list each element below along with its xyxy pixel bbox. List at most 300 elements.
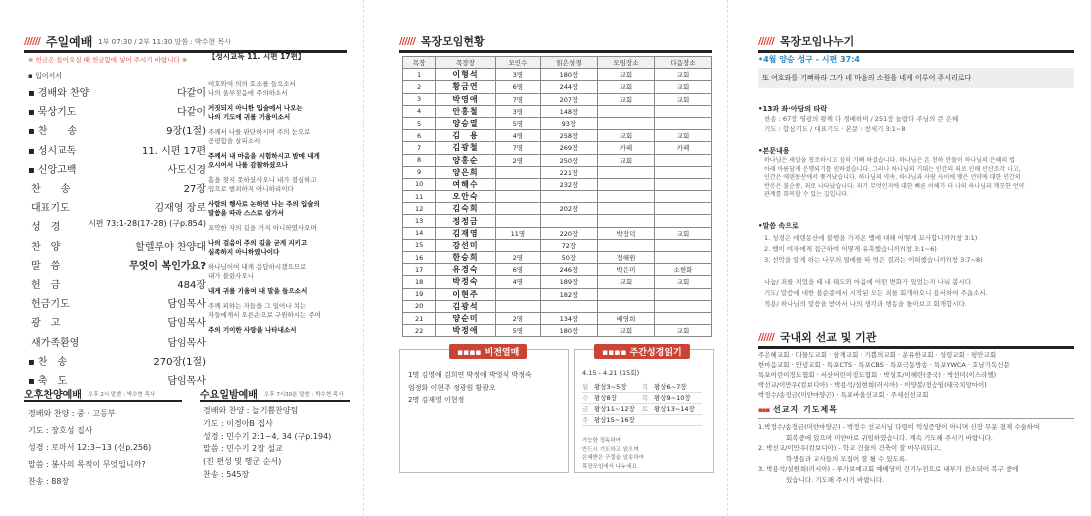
- table-cell: [495, 239, 540, 251]
- table-cell: [597, 239, 654, 251]
- reading-line: 내게 귀를 기울여 내 말을 들으소서: [208, 287, 308, 295]
- worship-value: 담임목사: [167, 299, 206, 311]
- text-line: 성경 : 로마서 12:3~13 (신p.256): [28, 443, 152, 452]
- table-cell: 카페: [597, 142, 654, 154]
- mission-rule: [758, 346, 1074, 349]
- table-cell: [597, 178, 654, 190]
- table-cell: [654, 288, 711, 300]
- table-cell: 148장: [540, 105, 597, 117]
- worship-label: [28, 84, 89, 99]
- table-cell: 강선미: [436, 239, 496, 251]
- table-header: 목장장: [436, 57, 496, 69]
- table-cell: 한승희: [436, 252, 496, 264]
- table-row: [403, 117, 712, 129]
- wednesday-sub: 오후 7시30분 말씀 : 박수현 목사: [263, 391, 344, 398]
- worship-label: [28, 276, 60, 291]
- table-cell: 189장: [540, 276, 597, 288]
- worship-label-text: 헌금기도: [31, 299, 70, 311]
- vision-box: [399, 349, 569, 473]
- worship-label-text: 신앙고백: [37, 164, 77, 176]
- text-line: (진 편성 및 행군 순서): [203, 457, 282, 467]
- bible-cell: 목: [642, 383, 649, 391]
- text-line: 말씀 : 봉사의 목적이 무엇입니까?: [28, 460, 146, 469]
- bible-cell: 왕상9~10장: [654, 394, 691, 402]
- table-cell: 교회: [654, 69, 711, 81]
- reading-line: 말씀을 따라 스스로 삼가서: [208, 209, 284, 217]
- discussion-questions: [764, 233, 1074, 266]
- table-row: [403, 264, 712, 276]
- table-cell: 207장: [540, 93, 597, 105]
- worship-value: 담임목사: [167, 318, 206, 330]
- text-line: 박정수/송정금(미얀마양곤) · 특포바울선교회 · 주세선선교회: [758, 391, 929, 399]
- table-cell: 오안숙: [436, 191, 496, 203]
- table-cell: 12: [403, 203, 436, 215]
- table-cell: [597, 117, 654, 129]
- reading-line: 사람의 행사로 논하면 나는 주의 입술의: [208, 200, 320, 208]
- text-line: 박선교/이만우(캄보디아) · 박용석/설현희(러시아) · 이양봉/정승임(태국치앙마이): [758, 381, 987, 389]
- text-line: 한마음교회 · 안녕교회 · 특포CTS · 특포CBS · 특포극동방송 · 특포YWCA · 호남기독신문: [758, 361, 1010, 369]
- worship-row: [28, 372, 206, 387]
- table-cell: 6: [403, 130, 436, 142]
- reading-line: 여호와여 의의 호소를 들으소서: [208, 80, 296, 88]
- table-header: 모임장소: [597, 57, 654, 69]
- bible-cell: 월: [582, 383, 589, 391]
- table-cell: 박은미: [597, 264, 654, 276]
- worship-label: [28, 103, 76, 118]
- worship-label-text: 대표기도: [31, 203, 70, 215]
- table-row: [403, 252, 712, 264]
- table-cell: 이형석: [436, 69, 496, 81]
- table-cell: [597, 203, 654, 215]
- bullet-icon: ▪: [28, 126, 35, 138]
- sharing-panel: [728, 0, 1091, 516]
- wednesday-header: [200, 386, 344, 401]
- table-cell: 정정금: [436, 215, 496, 227]
- prayer-line: 1.박정수/송정금(미얀마양곤) - 박정수 선교사님 다령이 억성증양이 아니며 신장 무분 결제 수술하여: [758, 423, 1040, 431]
- table-cell: [654, 252, 711, 264]
- table-cell: 교회: [597, 93, 654, 105]
- bible-cell: 수: [582, 394, 589, 402]
- text-line: 목장모임에서 나누세요: [582, 463, 637, 470]
- mission-header: [758, 329, 876, 345]
- worship-value: 담임목사: [167, 376, 206, 387]
- bible-cell: [642, 415, 654, 425]
- worship-value: 27장: [183, 184, 206, 195]
- table-cell: 8: [403, 154, 436, 166]
- application: [764, 277, 1074, 310]
- prayer-line: 있습니다. 기도해 주시기 바랍니다.: [786, 475, 885, 484]
- table-cell: 180장: [540, 69, 597, 81]
- worship-value: 시편 73:1-28(17-28) (구p.854): [88, 219, 206, 229]
- table-cell: 4: [403, 105, 436, 117]
- table-cell: 3명: [495, 105, 540, 117]
- reading-line: 자들에게서 오른손으로 구원하시는 주여: [208, 311, 321, 319]
- table-cell: [654, 178, 711, 190]
- table-cell: 카페: [654, 142, 711, 154]
- text-line: 경배와 찬양 : 중 · 고등부: [28, 409, 116, 418]
- text-line: 기도/ 말씀에 대한 불순종에서 시작된 모든 죄를 회개하오니 용서하여 주옵소서.: [764, 289, 988, 297]
- table-cell: [597, 300, 654, 312]
- table-cell: [495, 166, 540, 178]
- worship-value: 다같이: [177, 107, 206, 119]
- vision-title: ▪▪▪▪ 비전열매: [449, 344, 527, 359]
- reading-line: 주께 피하는 자들을 그 일어나 치는: [208, 302, 307, 310]
- text-line: 나눔/ 죄를 지었을 때 내 태도와 마음에 어떤 변화가 있었는지 나눠 봅시다.: [764, 278, 974, 286]
- table-row: [403, 166, 712, 178]
- reading-line: 오시어서 나를 감찰하셨으나: [208, 161, 288, 169]
- table-row: [403, 81, 712, 93]
- table-cell: 134장: [540, 312, 597, 324]
- table-row: [403, 178, 712, 190]
- worship-value: 김재영 장로: [154, 203, 206, 215]
- table-cell: 220장: [540, 227, 597, 239]
- worship-label: [28, 161, 76, 176]
- text-line: 2. 뱀이 여자에게 접근하여 어떻게 유혹했습니까?(창 3:1~6): [764, 245, 937, 253]
- lesson-title: •13과 좌·아담의 타락: [758, 105, 828, 113]
- table-cell: 여해수: [436, 178, 496, 190]
- worship-row: [28, 122, 206, 137]
- bible-cell: 왕상8장: [594, 394, 617, 402]
- bible-schedule: [582, 382, 702, 426]
- table-cell: [597, 288, 654, 300]
- worship-row: [28, 276, 206, 291]
- table-header: 목장: [403, 57, 436, 69]
- table-cell: 교회: [597, 130, 654, 142]
- table-cell: 2: [403, 81, 436, 93]
- worship-label: [28, 314, 60, 329]
- table-cell: 김 용: [436, 130, 496, 142]
- table-cell: [654, 312, 711, 324]
- sharing-rule: [758, 50, 1074, 53]
- bible-cell: 왕상11~12장: [594, 405, 635, 413]
- afternoon-title: 오후찬양예배: [24, 390, 82, 401]
- table-cell: 16: [403, 252, 436, 264]
- text-line: 은혜받은 구절을 암송하여: [582, 455, 644, 461]
- text-line: 엄정화 이현주 정광원 황광오: [408, 383, 496, 392]
- cell-group-panel: [364, 0, 726, 516]
- table-cell: 박장덕: [597, 227, 654, 239]
- reading-line: 나의 걸음이 주의 길을 굳게 지키고: [208, 239, 308, 247]
- mission-title: 국내외 선교 및 기관: [779, 331, 877, 344]
- table-cell: 1: [403, 69, 436, 81]
- worship-label-text: 광 고: [31, 318, 61, 330]
- table-cell: 2명: [495, 252, 540, 264]
- worship-value: 484장: [177, 280, 206, 291]
- table-cell: 6명: [495, 264, 540, 276]
- table-cell: 10: [403, 178, 436, 190]
- table-cell: 교회: [597, 325, 654, 337]
- text-line: 찬송 : 67장 영광의 왕께 다 경배하며 / 251장 놀랍다 주님의 큰 은혜: [764, 115, 959, 123]
- table-cell: 김재영: [436, 227, 496, 239]
- wednesday-rule: [200, 400, 350, 402]
- worship-label-text: 찬 양: [31, 241, 61, 253]
- worship-row: [28, 295, 206, 310]
- worship-value: 다같이: [177, 88, 206, 99]
- table-cell: [540, 300, 597, 312]
- worship-label: [28, 238, 60, 253]
- table-cell: [495, 288, 540, 300]
- table-cell: 250장: [540, 154, 597, 166]
- worship-value: 270장(1절): [153, 356, 206, 368]
- reading-line: 거짓되지 아니한 입술에서 나오는: [208, 104, 303, 112]
- table-cell: 7명: [495, 93, 540, 105]
- table-cell: 5명: [495, 325, 540, 337]
- text-content-title: •본문내용: [758, 147, 790, 155]
- table-cell: 232장: [540, 178, 597, 190]
- worship-times: 1부 07:30 / 2부 11:30 말씀 : 박수현 목사: [98, 37, 231, 46]
- cell-header: [399, 33, 485, 49]
- worship-row: [28, 180, 206, 195]
- table-cell: 202장: [540, 203, 597, 215]
- bible-cell: 왕상13~14장: [654, 405, 695, 413]
- table-cell: 11: [403, 191, 436, 203]
- table-cell: 이현주: [436, 288, 496, 300]
- worship-label-text: 성시교독: [37, 145, 77, 157]
- worship-value: 사도신경: [167, 164, 206, 176]
- offering-notice: ※ 헌금은 들어오실 때 헌금함에 넣어 주시기 바랍니다 ※: [28, 56, 188, 64]
- worship-value: 9장(1절): [166, 126, 206, 138]
- afternoon-header: [24, 386, 155, 401]
- worship-label-text: 찬 송: [31, 184, 71, 195]
- prayer-rule: [758, 418, 1074, 419]
- table-row: [403, 215, 712, 227]
- text-line: 찬송 : 545장: [203, 469, 250, 479]
- worship-label-text: 묵상기도: [37, 107, 77, 119]
- text-line: 기도 : 합심기도 / 대표기도 · 본문 : 창세기 3:1~8: [764, 124, 906, 133]
- table-cell: [495, 191, 540, 203]
- text-line: 1명 김영애 김희연 박정애 박영식 박정숙: [408, 371, 532, 379]
- worship-row: [28, 238, 206, 253]
- table-cell: [597, 215, 654, 227]
- worship-header: [24, 33, 231, 50]
- table-cell: 양홍순: [436, 154, 496, 166]
- afternoon-rule: [24, 400, 182, 402]
- table-cell: 정혜원: [597, 252, 654, 264]
- table-row: [403, 203, 712, 215]
- table-cell: 김광석: [436, 300, 496, 312]
- reading-line: 입으로 범죄하지 아니하리이다: [208, 185, 294, 193]
- table-header: 다음장소: [654, 57, 711, 69]
- worship-label-text: 축 도: [37, 376, 68, 387]
- reading-line: 실족하지 아니하였나이다: [208, 248, 280, 256]
- table-cell: 3명: [495, 69, 540, 81]
- table-cell: 180장: [540, 325, 597, 337]
- table-cell: 배영희: [597, 312, 654, 324]
- lesson-info: [764, 115, 1074, 134]
- table-cell: 안홍철: [436, 105, 496, 117]
- worship-row: [28, 334, 206, 349]
- bible-row: [582, 382, 702, 393]
- table-row: [403, 300, 712, 312]
- table-cell: 교회: [597, 276, 654, 288]
- table-cell: [540, 215, 597, 227]
- table-cell: [654, 166, 711, 178]
- worship-row: [28, 314, 206, 329]
- worship-label: [28, 180, 70, 195]
- worship-label-text: 말 씀: [31, 260, 61, 272]
- worship-label: [28, 334, 79, 349]
- worship-row: [28, 199, 206, 214]
- text-line: 찬송 : 88장: [28, 477, 70, 486]
- table-cell: [597, 105, 654, 117]
- bible-cell: 왕상3~5장: [594, 383, 627, 391]
- bullet-icon: ▪: [28, 356, 35, 368]
- table-row: [403, 191, 712, 203]
- worship-label: [28, 295, 70, 310]
- text-line: 인간은 에덴동산에서 쫓겨났습니다. 하나님의 약속, 하나님과 사람 사이에 맺은 언약에 대한 인간의: [764, 174, 1021, 181]
- table-cell: 93장: [540, 117, 597, 129]
- table-cell: 교회: [654, 276, 711, 288]
- worship-label: [28, 353, 67, 368]
- table-cell: [654, 154, 711, 166]
- table-cell: 유경숙: [436, 264, 496, 276]
- text-line: 1. 성경은 에덴동산에 불행을 가져온 뱀에 대해 어떻게 묘사합니까?(창 3:1): [764, 234, 978, 242]
- table-cell: 182장: [540, 288, 597, 300]
- table-cell: 교회: [654, 93, 711, 105]
- table-row: [403, 325, 712, 337]
- worship-title: 주일예배: [45, 35, 93, 49]
- table-cell: [495, 178, 540, 190]
- reading-line: 공평함을 살피소서: [208, 137, 261, 145]
- worship-row: [28, 353, 206, 368]
- text-line: 아래 아름답게 운행되기를 원하셨습니다. 그러나 하나님의 기대는 인간의 죄로 인해 산산조각 나고,: [764, 165, 1021, 173]
- table-cell: 김광철: [436, 142, 496, 154]
- bible-row: [582, 415, 702, 426]
- worship-label: [28, 122, 77, 137]
- table-cell: 양은희: [436, 166, 496, 178]
- header-slash-icon: //////: [399, 35, 415, 47]
- table-cell: [540, 191, 597, 203]
- table-row: [403, 69, 712, 81]
- worship-panel: [0, 0, 362, 516]
- reading-line: 나의 울부짖음에 주의하소서: [208, 89, 288, 97]
- prayer-line: 학생들과 교사들의 모집이 잘 될 수 있도록.: [786, 454, 908, 463]
- table-cell: 3: [403, 93, 436, 105]
- afternoon-details: [28, 405, 188, 490]
- text-line: 하나님은 세상을 창조하시고 심히 기뻐 하셨습니다. 하나님은 온 천하 만물이 하나님의 은혜의 법: [764, 157, 1015, 164]
- bullet-icon: ▪: [28, 164, 35, 176]
- table-cell: [495, 203, 540, 215]
- table-cell: 269장: [540, 142, 597, 154]
- table-cell: 246장: [540, 264, 597, 276]
- table-cell: 221장: [540, 166, 597, 178]
- reading-line: 포악한 자의 길을 가지 아니하였사오며: [208, 224, 317, 232]
- table-cell: [495, 300, 540, 312]
- afternoon-sub: 오후 2시 말씀 : 박수현 목사: [87, 391, 156, 398]
- table-cell: 양순미: [436, 312, 496, 324]
- bullet-icon: ▪: [28, 376, 35, 387]
- table-cell: 17: [403, 264, 436, 276]
- reading-line: 주께서 내 마음을 시험하시고 밤에 내게: [208, 152, 320, 160]
- table-cell: [654, 117, 711, 129]
- table-cell: 박정숙: [436, 276, 496, 288]
- reading-line: 주의 기이한 사랑을 나타내소서: [208, 326, 297, 334]
- table-cell: 18: [403, 276, 436, 288]
- table-cell: [597, 191, 654, 203]
- text-line: 가능한 정독하여: [582, 438, 621, 444]
- prayer-line: 회복중에 있으며 미얀마로 귀임하였습니다. 계속 기도해 주시기 바랍니다.: [786, 433, 993, 442]
- worship-label: [28, 142, 76, 157]
- worship-label: [28, 218, 60, 233]
- table-row: [403, 130, 712, 142]
- table-row: [403, 227, 712, 239]
- text-line: 반드시 기도하고 읽으며: [582, 446, 639, 453]
- worship-label-text: 찬 송: [37, 356, 68, 368]
- vision-list: [408, 369, 568, 407]
- text-line: 3. 선악을 알게 하는 나무의 열매를 따 먹은 결과는 어떠했습니까?(창 3:7~8): [764, 256, 983, 264]
- reading-line: 내가 불렀사오니: [208, 272, 255, 280]
- table-cell: 교회: [654, 325, 711, 337]
- memory-verse: 또 여호와를 기뻐하라 그가 네 마음의 소원을 네게 이루어 주시리로다: [758, 68, 1074, 88]
- worship-row: [28, 218, 206, 233]
- cell-group-table: [402, 56, 712, 337]
- table-cell: 교회: [597, 81, 654, 93]
- prayer-line: 3. 박용석/설원희(러시아) - 루가보예교회 예배당이 건기누전으로 내부가 전소되어 복구 중에: [758, 465, 1019, 473]
- table-cell: [654, 203, 711, 215]
- table-cell: [597, 166, 654, 178]
- bible-cell: 주: [582, 416, 589, 424]
- table-cell: 14: [403, 227, 436, 239]
- table-cell: [654, 105, 711, 117]
- text-line: 경배와 찬양 : 늘기쁨찬양팀: [203, 406, 299, 415]
- worship-row: [28, 103, 206, 118]
- table-cell: 244장: [540, 81, 597, 93]
- worship-label-text: 찬 송: [37, 126, 78, 138]
- into-word-title: •말씀 속으로: [758, 222, 799, 230]
- table-cell: 15: [403, 239, 436, 251]
- mission-list: [758, 350, 1076, 400]
- bible-cell: 목: [642, 394, 649, 402]
- text-line: 기도 : 이경아B 집사: [203, 418, 273, 428]
- worship-label-text: 헌 금: [31, 280, 61, 291]
- table-cell: 교회: [654, 130, 711, 142]
- table-row: [403, 276, 712, 288]
- header-slash-icon: //////: [24, 36, 40, 47]
- table-cell: 4명: [495, 276, 540, 288]
- responsive-reading: [208, 80, 358, 335]
- reading-line: 흠을 찾지 못하셨사오니 내가 결심하고: [208, 176, 317, 184]
- table-cell: 11명: [495, 227, 540, 239]
- bullet-icon: ▪: [28, 88, 35, 99]
- bible-cell: 왕상15~16장: [594, 416, 635, 424]
- table-cell: 6명: [495, 81, 540, 93]
- table-cell: 19: [403, 288, 436, 300]
- table-header: 모인수: [495, 57, 540, 69]
- bible-row: [582, 404, 702, 415]
- table-cell: 72장: [540, 239, 597, 251]
- table-row: [403, 288, 712, 300]
- worship-label: [28, 257, 60, 272]
- worship-value: 무엇이 복인가요?: [129, 260, 206, 272]
- table-cell: 박정애: [436, 325, 496, 337]
- worship-label-text: 새가족환영: [31, 337, 80, 349]
- table-header: 읽은성경: [540, 57, 597, 69]
- table-cell: [654, 239, 711, 251]
- bible-row: [582, 393, 702, 404]
- table-cell: [654, 300, 711, 312]
- wednesday-details: [203, 405, 353, 482]
- table-cell: 5: [403, 117, 436, 129]
- reading-line: 나의 기도에 귀를 기울이소서: [208, 113, 291, 121]
- table-cell: 21: [403, 312, 436, 324]
- table-row: [403, 239, 712, 251]
- worship-row: [28, 84, 206, 99]
- table-cell: 7명: [495, 142, 540, 154]
- table-cell: 4명: [495, 130, 540, 142]
- worship-label: [28, 199, 70, 214]
- worship-label-text: 경배와 찬양: [37, 88, 90, 99]
- worship-row: [28, 142, 206, 157]
